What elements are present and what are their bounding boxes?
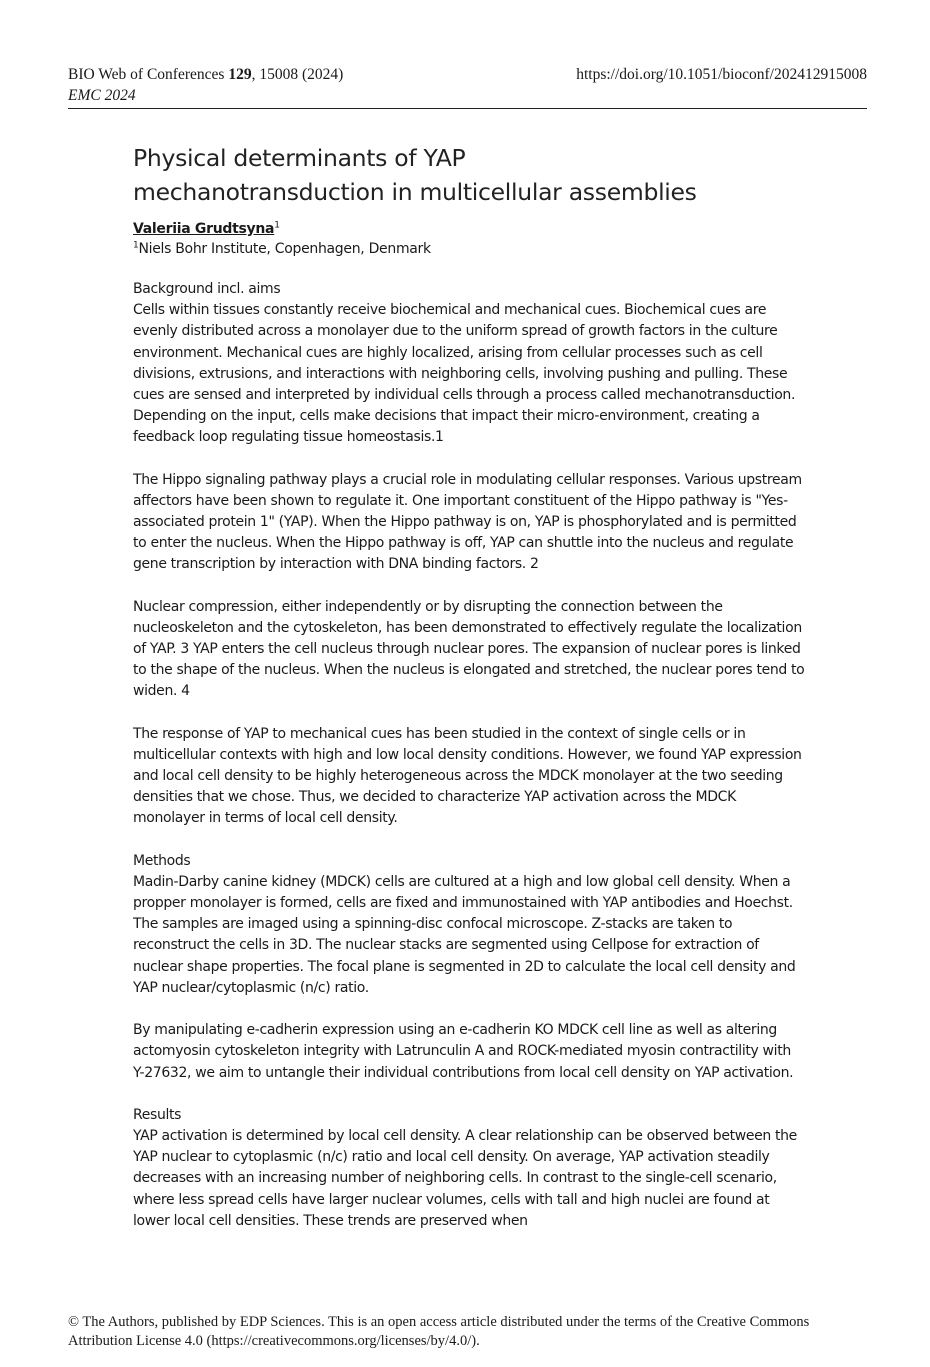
license-line-1: © The Authors, published by EDP Sciences. This is an open access article distributed under the terms of the Creative Commons	[68, 1314, 810, 1330]
license-footer	[68, 1313, 868, 1351]
results-heading: Results	[133, 1106, 182, 1123]
methods-paragraph-2: By manipulating e-cadherin expression using an e-cadherin KO MDCK cell line as well as altering actomyosin cytoskeleton integrity with Latrunculin A and ROCK-mediated myosin contractility with Y-27632, we aim to untangle their individual contributions from local cell density on YAP activation.	[133, 1022, 794, 1081]
meeting-name: EMC 2024	[68, 87, 136, 104]
article-body	[133, 141, 805, 1232]
affil-text: Niels Bohr Institute, Copenhagen, Denmark	[138, 241, 431, 257]
affil-mark: 1	[133, 240, 139, 251]
journal-name: BIO Web of Conferences	[68, 66, 229, 83]
background-paragraph-2: The Hippo signaling pathway plays a crucial role in modulating cellular responses. Various upstream affectors have been shown to regulate it. One important constituent of the Hippo pathway is "Yes-associated protein 1" (YAP). When the Hippo pathway is on, YAP is phosphorylated and is permitted to enter the nucleus. When the Hippo pathway is off, YAP can shuttle into the nucleus and regulate gene transcription by interaction with DNA binding factors. 2	[133, 471, 802, 573]
page-header	[68, 64, 867, 106]
article-number: , 15008 (2024)	[251, 66, 344, 83]
background-paragraph-1: Cells within tissues constantly receive biochemical and mechanical cues. Biochemical cues are evenly distributed across a monolayer due to the uniform spread of growth factors in the culture environment. Mechanical cues are highly localized, arising from cellular processes such as cell divisions, extrusions, and interactions with neighboring cells, involving pushing and pulling. These cues are sensed and interpreted by individual cells through a process called mechanotransduction. Depending on the input, cells make decisions that impact their micro-environment, creating a feedback loop regulating tissue homeostasis.1	[133, 302, 796, 446]
doi-link[interactable]: https://doi.org/10.1051/bioconf/202412915008	[576, 66, 867, 83]
results-paragraph-1: YAP activation is determined by local cell density. A clear relationship can be observed between the YAP nuclear to cytoplasmic (n/c) ratio and local cell density. On average, YAP activation steadily decreases with an increasing number of neighboring cells. In contrast to the single-cell scenario, where less spread cells have larger nuclear volumes, cells with tall and high nuclei are found at lower local cell densities. These trends are preserved when	[133, 1127, 797, 1229]
volume-number: 129	[228, 66, 252, 83]
methods-paragraph-1: Madin-Darby canine kidney (MDCK) cells are cultured at a high and low global cell density. When a propper monolayer is formed, cells are fixed and immunostained with YAP antibodies and Hoechst. The samples are imaged using a spinning-disc confocal microscope. Z-stacks are taken to reconstruct the cells in 3D. The nuclear stacks are segmented using Cellpose for extraction of nuclear shape properties. The focal plane is segmented in 2D to calculate the local cell density and YAP nuclear/cytoplasmic (n/c) ratio.	[133, 873, 796, 996]
header-line-journal	[68, 64, 867, 85]
methods-heading: Methods	[133, 852, 191, 869]
author-affil-mark: 1	[274, 220, 280, 231]
author-name[interactable]: Valeriia Grudtsyna	[133, 221, 275, 237]
background-paragraph-3: Nuclear compression, either independently or by disrupting the connection between the nucleoskeleton and the cytoskeleton, has been demonstrated to effectively regulate the localization of YAP. 3 YAP enters the cell nucleus through nuclear pores. The expansion of nuclear pores is linked to the shape of the nucleus. When the nucleus is elongated and stretched, the nuclear pores tend to widen. 4	[133, 598, 805, 700]
methods-section	[133, 851, 805, 1084]
background-section	[133, 279, 805, 830]
article-title	[133, 141, 805, 209]
journal-citation	[68, 64, 343, 85]
results-section	[133, 1105, 805, 1232]
background-paragraph-4: The response of YAP to mechanical cues has been studied in the context of single cells or in multicellular contexts with high and low local density conditions. However, we found YAP expression and local cell density to be highly heterogeneous across the MDCK monolayer at the two seeding densities that we chose. Thus, we decided to characterize YAP activation across the MDCK monolayer in terms of local cell density.	[133, 725, 802, 827]
header-divider	[68, 108, 867, 109]
license-line-2: Attribution License 4.0 (https://creativecommons.org/licenses/by/4.0/).	[68, 1333, 480, 1349]
title-line-1: Physical determinants of YAP	[133, 144, 466, 172]
background-heading: Background incl. aims	[133, 281, 281, 297]
author-line	[133, 219, 805, 239]
title-line-2: mechanotransduction in multicellular assemblies	[133, 178, 697, 206]
affiliation	[133, 239, 805, 259]
